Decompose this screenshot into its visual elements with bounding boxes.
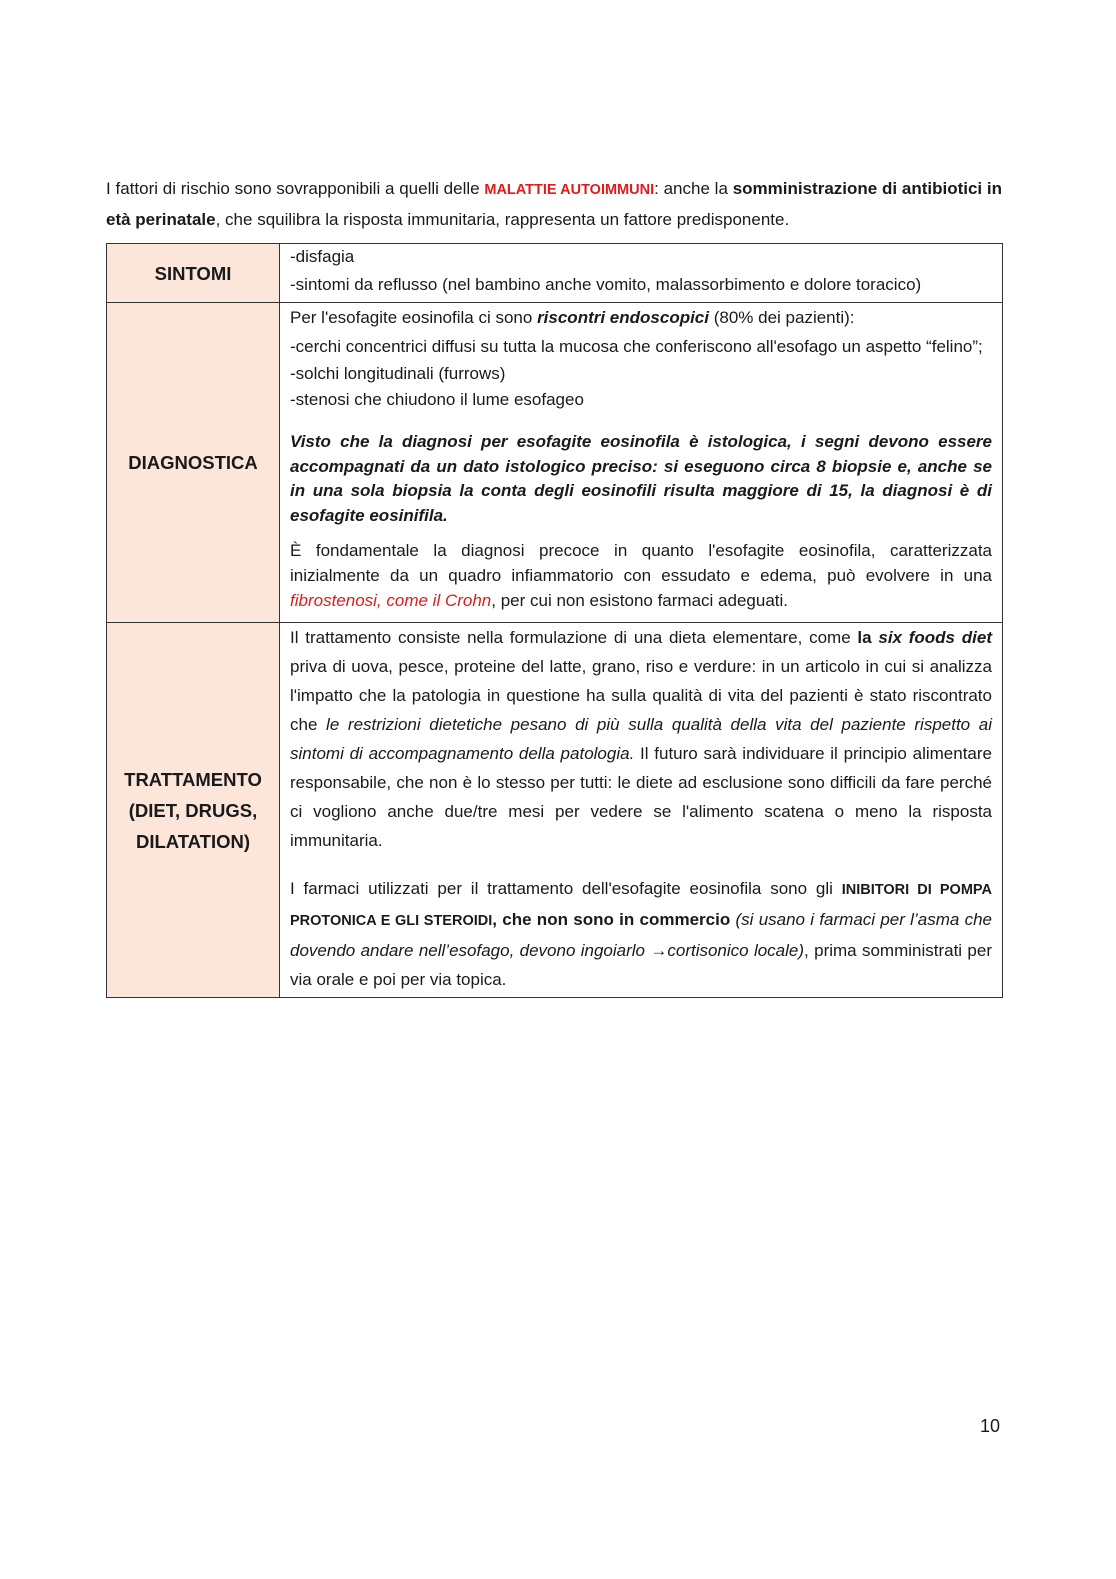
page-number: 10 [980,1416,1001,1436]
content-sintomi [280,244,1003,303]
quality-of-life-note: le restrizioni dietetiche pesano di più sulla qualità della vita del paziente rispetto ai sintomi di accompagnamento della patologia. [290,715,992,763]
text: , prima somministrati per via orale e poi per via topica. [290,941,992,989]
early-diagnosis-paragraph [290,538,992,613]
finding-line: -stenosi che chiudono il lume esofageo [290,390,584,409]
label-line: (DIET, DRUGS, [128,799,258,821]
row-diagnostica [107,303,1003,623]
text: priva di uova, pesce, proteine del latte, grano, riso e verdure: in un articolo in cui si analizza l'impatto che la patologia in questione ha sulla qualità di vita del pazienti è stato riscontrato che [290,657,992,734]
content-diagnostica [280,303,1003,623]
content-trattamento [280,623,1003,998]
intro-text: , che squilibra la risposta immunitaria, rappresenta un fattore predisponente. [215,210,790,229]
symptom-line: -sintomi da reflusso (nel bambino anche vomito, malassorbimento e dolore toracico) [290,275,922,294]
diet-paragraph [290,623,992,855]
symptom-line: -disfagia [290,247,355,266]
antibiotics-highlight: somministrazione di antibiotici in età perinatale [106,179,1003,229]
label-diagnostica: DIAGNOSTICA [107,303,280,623]
text: È fondamentale la diagnosi precoce in quanto l'esofagite eosinofila, caratterizzata inizialmente da un quadro infiammatorio con essudato e edema, può evolvere in una [290,541,992,585]
text: , per cui non esistono farmaci adeguati. [491,591,788,610]
not-on-market: , che non sono in commercio [492,910,731,929]
intro-text: I fattori di rischio sono sovrapponibili a quelli delle [106,179,485,198]
finding-line: -solchi longitudinali (furrows) [290,364,506,383]
row-sintomi [107,244,1003,303]
text: Il trattamento consiste nella formulazione di una dieta elementare, come [290,628,858,647]
intro-paragraph [106,174,1002,234]
asthma-drugs-note: (si usano i farmaci per l’asma che dovendo andare nell’esofago, devono ingoiarlo [290,910,992,960]
text: la [857,628,879,647]
label-line: DILATATION) [135,830,251,852]
drugs-paragraph [290,874,992,994]
diagnostic-intro [290,303,992,332]
six-foods-diet: six foods diet [878,628,992,647]
arrow-right-icon: → [650,941,668,960]
histology-paragraph: Visto che la diagnosi per esofagite eosinofila è istologica, i segni devono essere accompagnati da un dato istologico preciso: si eseguono circa 8 biopsie e, anche se in una sola biopsia la conta degli eosinofili risulta maggiore di 15, la diagnosi è di esofagite eosinifila. [290,432,992,525]
fibrostenosis-highlight: fibrostenosi, come il Crohn [290,591,492,610]
endoscopic-findings: riscontri endoscopici [537,308,709,327]
local-cortisone: cortisonico locale) [667,941,805,960]
text: (80% dei pazienti): [709,308,855,327]
finding-line: -cerchi concentrici diffusi su tutta la mucosa che conferiscono all'esofago un aspetto “felino”; [290,337,983,356]
label-sintomi: SINTOMI [107,244,280,303]
text: Per l'esofagite eosinofila ci sono [290,308,538,327]
label-trattamento [107,623,280,998]
autoimmune-highlight: MALATTIE AUTOIMMUNI [484,182,655,198]
row-trattamento [107,623,1003,998]
intro-text: : anche la [654,179,733,198]
drug-classes: INIBITORI DI POMPA PROTONICA E GLI STEROIDI [290,882,992,929]
clinical-table [106,243,1003,998]
label-line: TRATTAMENTO [124,768,262,790]
text: I farmaci utilizzati per il trattamento dell'esofagite eosinofila sono gli [290,879,842,898]
text: Il futuro sarà individuare il principio alimentare responsabile, che non è lo stesso per tutti: le diete ad esclusione sono difficili da fare perché ci vogliono anche due/tre mesi per vedere se l'alimento scatena o meno la risposta immunitaria. [290,744,992,850]
